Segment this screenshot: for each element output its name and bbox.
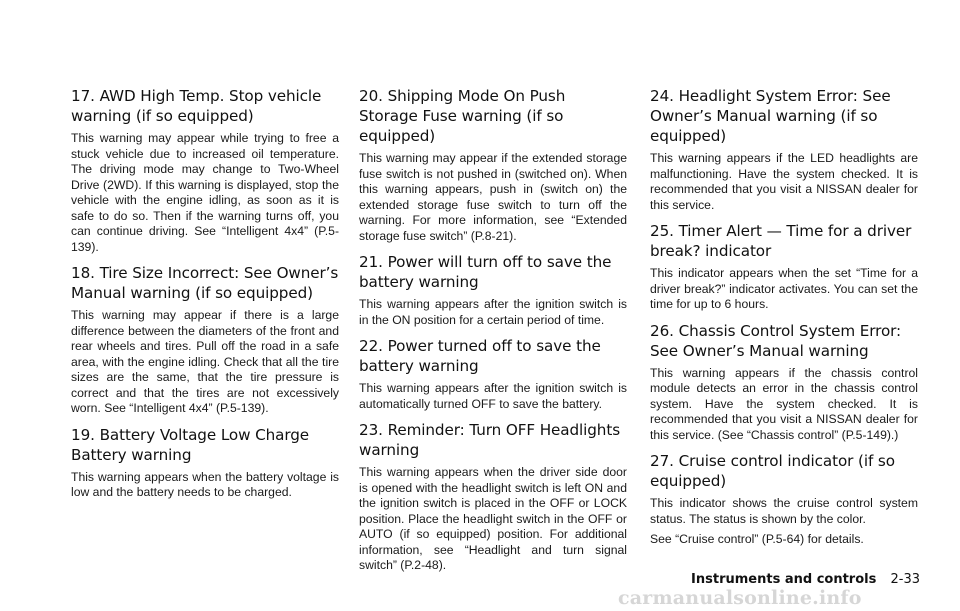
section-body-21: This warning appears after the ignition switch is in the ON position for a certain period of time. (359, 297, 627, 327)
section-title-20: 20. Shipping Mode On Push Storage Fuse warning (if so equipped) (359, 87, 566, 145)
section-body-27-reference: See “Cruise control” (P.5-64) for details. (650, 532, 864, 546)
section-body-26: This warning appears if the chassis control module detects an error in the chassis control system. Have the system checked. It is recommended that you visit a NISSAN dealer for this service. (See “Chassis control” (P.5-149).) (650, 365, 918, 442)
section-body-22: This warning appears after the ignition switch is automatically turned OFF to save the battery. (359, 381, 627, 411)
column-2 (359, 86, 627, 574)
section-title-24: 24. Headlight System Error: See Owner’s Manual warning (if so equipped) (650, 87, 891, 145)
section-title-18: 18. Tire Size Incorrect: See Owner’s Manual warning (if so equipped) (71, 264, 339, 302)
footer-section-label: Instruments and controls (691, 572, 877, 587)
page-footer (691, 572, 920, 587)
section-title-23: 23. Reminder: Turn OFF Headlights warning (359, 421, 621, 459)
section-title-26: 26. Chassis Control System Error: See Owner’s Manual warning (650, 321, 902, 360)
section-body-23: This warning appears when the driver side door is opened with the headlight switch is left ON and the ignition switch is placed in the OFF or LOCK position. Place the headlight switch in the OFF or AUTO (if so equipped) position. For additional information, see “Headlight and turn signal switch” (P.2-48). (359, 465, 627, 572)
section-title-22: 22. Power turned off to save the battery warning (359, 337, 601, 375)
section-body-24: This warning appears if the LED headlights are malfunctioning. Have the system checked. It is recommended that you visit a NISSAN dealer for this service. (650, 151, 918, 212)
section-title-17: 17. AWD High Temp. Stop vehicle warning (if so equipped) (71, 87, 322, 125)
section-title-25: 25. Timer Alert — Time for a driver break? indicator (650, 222, 912, 260)
section-body-17: This warning may appear while trying to free a stuck vehicle due to increased oil temperature. The driving mode may change to Two-Wheel Drive (2WD). If this warning is displayed, stop the vehicle with the engine idling, as soon as it is safe to do so. Then if the warning turns off, you can continue driving. See “Intelligent 4x4” (P.5-139). (71, 131, 339, 254)
section-body-25: This indicator appears when the set “Time for a driver break?” indicator activates. You can set the time for up to 6 hours. (650, 266, 918, 311)
section-title-21: 21. Power will turn off to save the battery warning (359, 253, 612, 291)
column-1 (71, 86, 339, 501)
section-body-20: This warning may appear if the extended storage fuse switch is not pushed in (switched on). When this warning appears, push in (switch on) the extended storage fuse switch to turn off the warning. For more information, see “Extended storage fuse switch” (P.8-21). (359, 151, 627, 243)
watermark: carmanualsonline.info (618, 587, 862, 609)
section-body-19: This warning appears when the battery voltage is low and the battery needs to be charged. (71, 469, 339, 499)
section-title-27: 27. Cruise control indicator (if so equipped) (650, 452, 895, 490)
section-title-19: 19. Battery Voltage Low Charge Battery warning (71, 425, 310, 464)
section-body-27: This indicator shows the cruise control system status. The status is shown by the color. (650, 496, 918, 526)
column-3 (650, 86, 918, 548)
page-number: 2-33 (890, 572, 920, 587)
section-body-18: This warning may appear if there is a large difference between the diameters of the front and rear wheels and tires. Pull off the road in a safe area, with the engine idling. Check that all the tire sizes are the same, that the tire pressure is correct and that the tires are not excessively worn. See “Intelligent 4x4” (P.5-139). (71, 308, 339, 415)
